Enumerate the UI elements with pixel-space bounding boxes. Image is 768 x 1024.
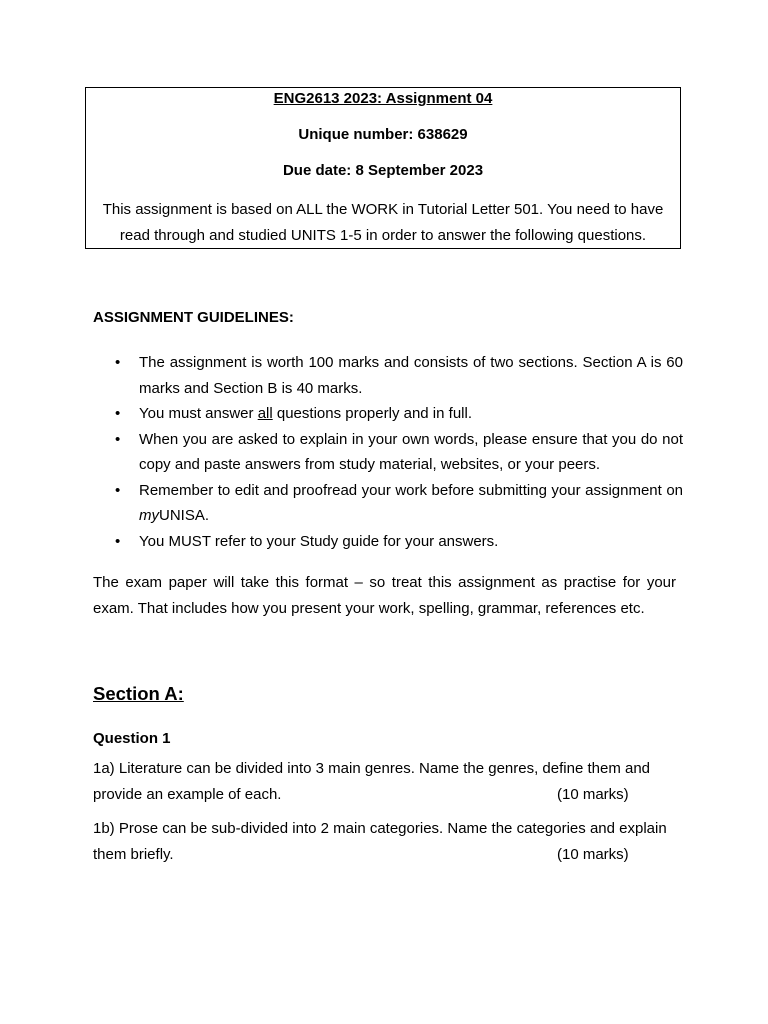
guideline-emphasis: all — [257, 405, 273, 422]
list-item — [93, 401, 683, 427]
guideline-text: When you are asked to explain in your own words, please ensure that you do not copy and paste answers from study material, websites, or your peers. — [139, 430, 683, 473]
guideline-text: The assignment is worth 100 marks and consists of two sections. Section A is 60 marks and Section B is 40 marks. — [139, 354, 683, 397]
question-1b-line-2: them briefly. — [93, 845, 174, 863]
bullet-icon: • — [115, 430, 121, 448]
bullet-icon: • — [115, 354, 121, 371]
guideline-emphasis: my — [139, 507, 159, 524]
list-item — [93, 350, 683, 401]
question-1a-line-2-row — [93, 782, 677, 808]
list-item — [93, 529, 683, 555]
bullet-icon: • — [115, 481, 121, 499]
question-1a — [93, 756, 677, 807]
list-item — [93, 478, 683, 529]
guideline-text: You MUST refer to your Study guide for your answers. — [139, 532, 499, 550]
guideline-text-part: UNISA. — [159, 507, 210, 524]
question-1a-line-2: provide an example of each. — [93, 785, 282, 803]
guideline-text-part: Remember to edit and proofread your work before submitting your assignment on — [139, 481, 683, 499]
assignment-description: This assignment is based on ALL the WORK in Tutorial Letter 501. You need to have read through and studied UNITS 1-5 in order to answer the following questions. — [102, 201, 664, 244]
question-1b-line-1: 1b) Prose can be sub-divided into 2 main categories. Name the categories and explain — [93, 820, 667, 837]
guideline-text-part: You must answer — [139, 405, 258, 422]
question-1b-marks: (10 marks) — [557, 845, 629, 863]
guidelines-list — [93, 350, 683, 554]
list-item — [93, 427, 683, 478]
question-1-heading: Question 1 — [93, 730, 171, 747]
guideline-text — [139, 478, 683, 529]
question-1a-marks: (10 marks) — [557, 785, 629, 803]
guideline-text-part: questions properly and in full. — [272, 405, 472, 422]
unique-number: Unique number: 638629 — [298, 126, 468, 143]
question-1b-line-2-row — [93, 842, 677, 868]
assignment-header-box — [85, 87, 681, 249]
bullet-icon: • — [115, 532, 121, 550]
assignment-title-text: ENG2613 2023: Assignment 04 — [273, 90, 493, 107]
assignment-title — [86, 89, 680, 109]
question-1a-line-1: 1a) Literature can be divided into 3 main genres. Name the genres, define them and — [93, 760, 651, 777]
section-a-heading: Section A: — [93, 683, 184, 704]
guideline-text — [139, 401, 683, 427]
due-date: Due date: 8 September 2023 — [282, 162, 484, 179]
exam-format-note: The exam paper will take this format – so treat this assignment as practise for your exam. That includes how you present your work, spelling, grammar, references etc. — [93, 574, 676, 617]
guidelines-heading: ASSIGNMENT GUIDELINES: — [93, 309, 294, 326]
question-1b — [93, 816, 677, 867]
bullet-icon: • — [115, 405, 121, 422]
